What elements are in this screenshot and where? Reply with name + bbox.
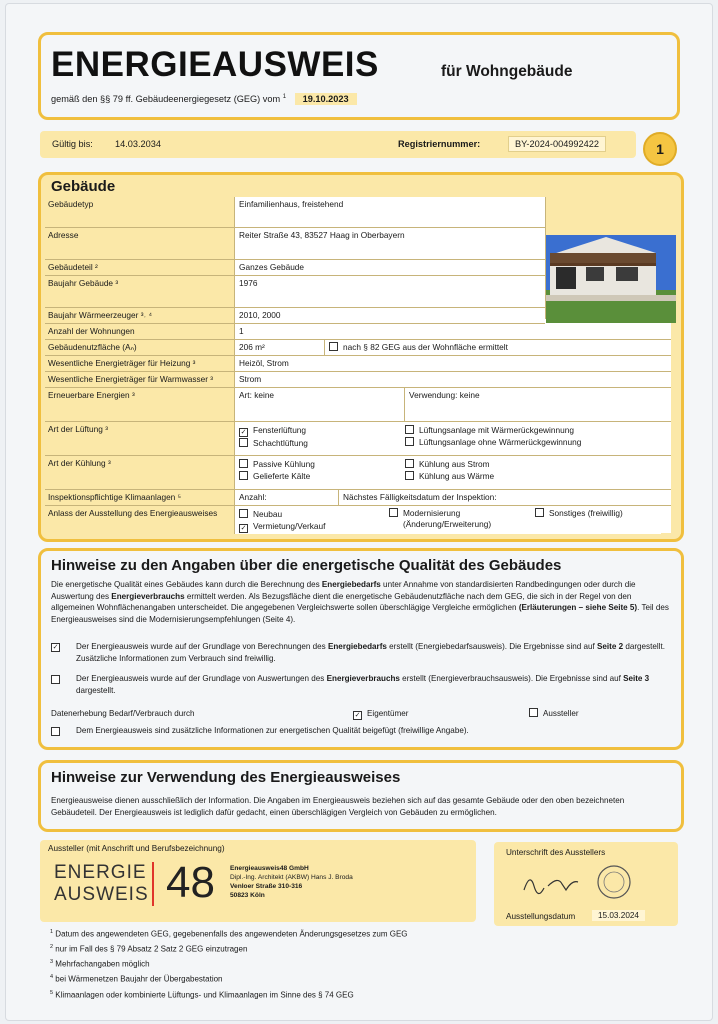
- kaelte-label: Gelieferte Kälte: [253, 471, 311, 481]
- building-table: [45, 197, 671, 533]
- lueftung-option-mit-wrg[interactable]: [405, 424, 667, 436]
- footnote-1: [50, 926, 408, 941]
- footnote-5-number: 5: [50, 989, 54, 996]
- issuer-street: Venloer Straße 310-316: [230, 883, 303, 890]
- kuehlung-option-strom[interactable]: [405, 458, 667, 470]
- signature-stamp-image: [514, 860, 634, 900]
- footnote-4-number: 4: [50, 974, 54, 981]
- bedarf-b2: Seite 2: [597, 642, 624, 651]
- bedarf-option[interactable]: [51, 641, 669, 664]
- verbrauch-option[interactable]: [51, 673, 669, 696]
- building-heading-text: Gebäude: [51, 178, 116, 195]
- logo-line-2: AUSWEIS: [54, 884, 149, 905]
- nutzflaeche-option-label: nach § 82 GEG aus der Wohnfläche ermittelt: [343, 342, 508, 352]
- bedarf-text: [76, 641, 669, 664]
- issuer-company: Energieausweis48 GmbH: [230, 865, 309, 872]
- row-gebaeudeteil: [45, 259, 545, 276]
- erneuerbar-art: Art: keine: [235, 388, 405, 422]
- issuer-city: 50823 Köln: [230, 892, 265, 899]
- footnote-1-text: Datum des angewendeten GEG, gegebenenfalls des angewendeten Änderungsgesetzes zum GEG: [55, 929, 408, 939]
- header-box: [38, 32, 680, 120]
- klima-faellig: Nächstes Fälligkeitsdatum der Inspektion:: [339, 490, 671, 506]
- house-photo-image: [546, 235, 676, 323]
- waermeerzeuger-value: 2010, 2000: [235, 308, 545, 324]
- bedarf-t3: dargestellt. Zusätzliche Informationen zum Verbrauch sind freiwillig.: [76, 642, 665, 663]
- passiv-label: Passive Kühlung: [253, 459, 315, 469]
- row-adresse: [45, 227, 545, 260]
- neubau-checkbox[interactable]: [239, 509, 248, 518]
- subtitle-text: gemäß den §§ 79 ff. Gebäudeenergiegesetz (GEG) vom: [51, 94, 281, 104]
- anlass-option-vermietung[interactable]: [239, 520, 381, 533]
- kuehlung-option-kaelte[interactable]: [239, 470, 397, 482]
- neubau-label: Neubau: [253, 509, 283, 519]
- warmwasser-value: Strom: [235, 372, 671, 388]
- aussteller-checkbox[interactable]: [529, 708, 538, 717]
- gebaeudeteil-value: Ganzes Gebäude: [235, 260, 545, 276]
- footnote-4-text: bei Wärmenetzen Baujahr der Übergabestation: [55, 975, 223, 985]
- geg-date: 19.10.2023: [295, 93, 357, 105]
- modernisierung-label[interactable]: Modernisierung (Änderung/Erweiterung): [403, 508, 492, 529]
- strom-checkbox[interactable]: [405, 459, 414, 468]
- heizung-value: Heizöl, Strom: [235, 356, 671, 372]
- verwendung-section: [38, 760, 684, 832]
- verbrauch-text: [76, 673, 669, 696]
- verwendung-text: Energieausweise dienen ausschließlich der Information. Die Angaben im Energieausweis beziehen sich auf das gesamte Gebäude oder den oben bezeichneten Gebäudeteil. Der Energieausweis ist lediglich dafür gedacht, einen überschlägigen Vergleich von Gebäuden zu ermöglichen.: [51, 796, 625, 817]
- mit-wrg-checkbox[interactable]: [405, 425, 414, 434]
- lueftung-option-ohne-wrg[interactable]: [405, 436, 667, 448]
- zusatz-label: Dem Energieausweis sind zusätzliche Informationen zur energetischen Qualität beigefügt (freiwillige Angabe).: [76, 726, 469, 735]
- logo-number: 48: [166, 858, 215, 907]
- waermeerzeuger-label: Baujahr Wärmeerzeuger ³˒ ⁴: [45, 308, 235, 324]
- page-number: 1: [656, 141, 664, 157]
- row-anlass: [45, 505, 671, 534]
- verbrauch-checkbox[interactable]: [51, 675, 60, 684]
- row-klima: [45, 489, 671, 506]
- gebaeudetyp-label: Gebäudetyp: [45, 197, 235, 227]
- issue-date: 15.03.2024: [592, 910, 645, 921]
- row-nutzflaeche: [45, 339, 671, 356]
- footnote-2-text: nur im Fall des § 79 Absatz 2 Satz 2 GEG einzutragen: [55, 944, 248, 954]
- intro-text-4: . Teil des Energieausweises sind die Modernisierungsempfehlungen (Seite 4).: [51, 603, 669, 624]
- footnote-2: [50, 941, 408, 956]
- geg-subtitle: [51, 93, 357, 105]
- footnote-5: [50, 987, 408, 1002]
- verbrauch-b1: Energieverbrauchs: [326, 674, 400, 683]
- adresse-label: Adresse: [45, 228, 235, 260]
- issue-date-label: Ausstellungsdatum: [506, 912, 576, 921]
- kuehlung-label: Art der Kühlung ³: [45, 456, 235, 490]
- footnote-3: [50, 956, 408, 971]
- nutzflaeche-value: 206 m²: [235, 340, 325, 356]
- row-warmwasser: [45, 371, 671, 388]
- mit-wrg-label: Lüftungsanlage mit Wärmerückgewinnung: [419, 425, 574, 435]
- reg-label: Registriernummer:: [398, 139, 481, 149]
- verwendung-heading: Hinweise zur Verwendung des Energieausweises: [51, 769, 401, 786]
- eigentuemer-option[interactable]: [353, 708, 408, 720]
- footnote-5-text: Klimaanlagen oder kombinierte Lüftungs- und Klimaanlagen im Sinne des § 74 GEG: [55, 990, 354, 1000]
- energy-certificate-page: [6, 4, 712, 1020]
- building-heading: [51, 178, 115, 195]
- gebaeudeteil-label: Gebäudeteil ²: [45, 260, 235, 276]
- vermietung-checkbox[interactable]: ✓: [240, 525, 247, 532]
- bedarf-checkbox[interactable]: ✓: [52, 644, 59, 651]
- issuer-person: Dipl.-Ing. Architekt (AKBW) Hans J. Broda: [230, 874, 353, 881]
- baujahr-label: Baujahr Gebäude ³: [45, 276, 235, 308]
- lueftung-label: Art der Lüftung ³: [45, 422, 235, 456]
- anlass-option-neubau[interactable]: [239, 508, 381, 520]
- intro-text-2: unter Annahme von standardisierten Randbedingungen oder durch die Auswertung des: [51, 580, 636, 601]
- row-kuehlung: [45, 455, 671, 490]
- ohne-wrg-checkbox[interactable]: [405, 437, 414, 446]
- nutzflaeche-option[interactable]: [325, 340, 671, 356]
- row-wohnungen: [45, 323, 545, 340]
- wohnungen-label: Anzahl der Wohnungen: [45, 324, 235, 340]
- footnote-2-number: 2: [50, 944, 54, 951]
- aussteller-label: Aussteller: [543, 709, 579, 718]
- row-waermeerzeuger: [45, 307, 545, 324]
- verbrauch-t3: dargestellt.: [76, 685, 116, 695]
- subtitle-footnote: 1: [282, 93, 287, 100]
- signature-label: Unterschrift des Ausstellers: [506, 848, 606, 857]
- erneuerbar-verwendung: Verwendung: keine: [405, 388, 671, 422]
- eigentuemer-checkbox[interactable]: ✓: [354, 712, 361, 719]
- validity-bar: [40, 131, 636, 158]
- row-gebaeudetyp: [45, 197, 545, 227]
- aussteller-option[interactable]: [529, 708, 579, 720]
- kuehlung-option-waerme[interactable]: [405, 470, 667, 482]
- issuer-logo: [54, 858, 234, 914]
- hinweise-section: [38, 548, 684, 750]
- zusatz-option[interactable]: [51, 725, 469, 737]
- strom-label: Kühlung aus Strom: [419, 459, 490, 469]
- anlass-label: Anlass der Ausstellung des Energieausweises: [45, 506, 235, 534]
- eigentuemer-label: Eigentümer: [367, 709, 409, 718]
- baujahr-value: 1976: [235, 276, 545, 308]
- page-number-badge: [643, 132, 677, 166]
- building-section: [38, 172, 684, 542]
- intro-bold-1: Energiebedarfs: [321, 580, 381, 589]
- logo-divider: [152, 862, 154, 906]
- erneuerbar-label: Erneuerbare Energien ³: [45, 388, 235, 422]
- klima-label: Inspektionspflichtige Klimaanlagen ⁵: [45, 490, 235, 506]
- bedarf-b1: Energiebedarfs: [327, 642, 387, 651]
- klima-anzahl: Anzahl:: [235, 490, 339, 506]
- title-suffix: für Wohngebäude: [441, 63, 573, 80]
- lueftung-option-schacht[interactable]: [239, 437, 397, 449]
- sonstiges-checkbox[interactable]: [535, 508, 544, 517]
- row-lueftung: [45, 421, 671, 456]
- lueftung-option-fenster[interactable]: [239, 424, 397, 437]
- issuer-box: [40, 840, 476, 922]
- logo-line-1: ENERGIE: [54, 862, 147, 883]
- valid-label: Gültig bis:: [52, 139, 93, 149]
- kaelte-checkbox[interactable]: [239, 471, 248, 480]
- adresse-value: Reiter Straße 43, 83527 Haag in Oberbayern: [235, 228, 545, 260]
- nutzflaeche-label: Gebäudenutzfläche (Aₙ): [45, 340, 235, 356]
- schacht-label: Schachtlüftung: [253, 438, 308, 448]
- waerme-label: Kühlung aus Wärme: [419, 471, 495, 481]
- intro-text-3: ermittelt werden. Als Bezugsfläche dient die energetische Gebäudenutzfläche nach dem GEG, die sich in der Regel von den allgemeinen Wohnflächenangaben unterscheidet. Die angegebenen Vergleichswerte sollen überschlägige Vergleiche ermöglichen: [51, 591, 632, 613]
- fenster-checkbox[interactable]: ✓: [240, 429, 247, 436]
- issuer-address: [230, 864, 353, 900]
- bedarf-t1: Der Energieausweis wurde auf der Grundlage von Berechnungen des: [76, 642, 328, 651]
- warmwasser-label: Wesentliche Energieträger für Warmwasser ³: [45, 372, 235, 388]
- reg-number: BY-2024-004992422: [508, 136, 606, 152]
- verbrauch-t2: erstellt (Energieverbrauchsausweis). Die Ergebnisse sind auf: [399, 674, 624, 683]
- page-title: ENERGIEAUSWEIS: [51, 45, 379, 84]
- vermietung-label: Vermietung/Verkauf: [253, 521, 326, 531]
- passiv-checkbox[interactable]: [239, 459, 248, 468]
- building-photo: [545, 197, 676, 319]
- gebaeudetyp-value: Einfamilienhaus, freistehend: [235, 197, 545, 227]
- footnote-3-text: Mehrfachangaben möglich: [55, 959, 150, 969]
- verbrauch-t1: Der Energieausweis wurde auf der Grundlage von Auswertungen des: [76, 674, 327, 683]
- bedarf-t2: erstellt (Energiebedarfsausweis). Die Ergebnisse sind auf: [386, 642, 597, 651]
- hinweise-intro: [51, 579, 669, 625]
- footnote-1-number: 1: [50, 929, 54, 935]
- signature-box: [494, 842, 678, 926]
- fenster-label: Fensterlüftung: [253, 425, 307, 435]
- kuehlung-option-passiv[interactable]: [239, 458, 397, 470]
- issuer-label: Aussteller (mit Anschrift und Berufsbezeichnung): [48, 844, 225, 853]
- footnote-4: [50, 971, 408, 986]
- row-heizung: [45, 355, 671, 372]
- heizung-label: Wesentliche Energieträger für Heizung ³: [45, 356, 235, 372]
- footnotes: [50, 926, 408, 1002]
- schacht-checkbox[interactable]: [239, 438, 248, 447]
- wohnungen-value: 1: [235, 324, 545, 340]
- ohne-wrg-label: Lüftungsanlage ohne Wärmerückgewinnung: [419, 437, 582, 447]
- zusatz-checkbox[interactable]: [51, 727, 60, 736]
- intro-bold-2: Energieverbrauchs: [111, 591, 185, 601]
- sonstiges-label: Sonstiges (freiwillig): [549, 508, 623, 518]
- row-erneuerbar: [45, 387, 671, 422]
- waerme-checkbox[interactable]: [405, 471, 414, 480]
- row-baujahr: [45, 275, 545, 308]
- nutzflaeche-checkbox[interactable]: [329, 342, 338, 351]
- footnote-3-number: 3: [50, 959, 54, 966]
- anlass-option-sonstiges[interactable]: [531, 506, 661, 534]
- datenerhebung-label: Datenerhebung Bedarf/Verbrauch durch: [51, 709, 195, 718]
- hinweise-heading: Hinweise zu den Angaben über die energetische Qualität des Gebäudes: [51, 557, 562, 574]
- intro-text-1: Die energetische Qualität eines Gebäudes kann durch die Berechnung des: [51, 580, 322, 589]
- modernisierung-checkbox[interactable]: [389, 508, 398, 517]
- intro-bold-3: (Erläuterungen – siehe Seite 5): [518, 603, 638, 613]
- verbrauch-b2: Seite 3: [623, 674, 650, 683]
- valid-date: 14.03.2034: [115, 139, 161, 149]
